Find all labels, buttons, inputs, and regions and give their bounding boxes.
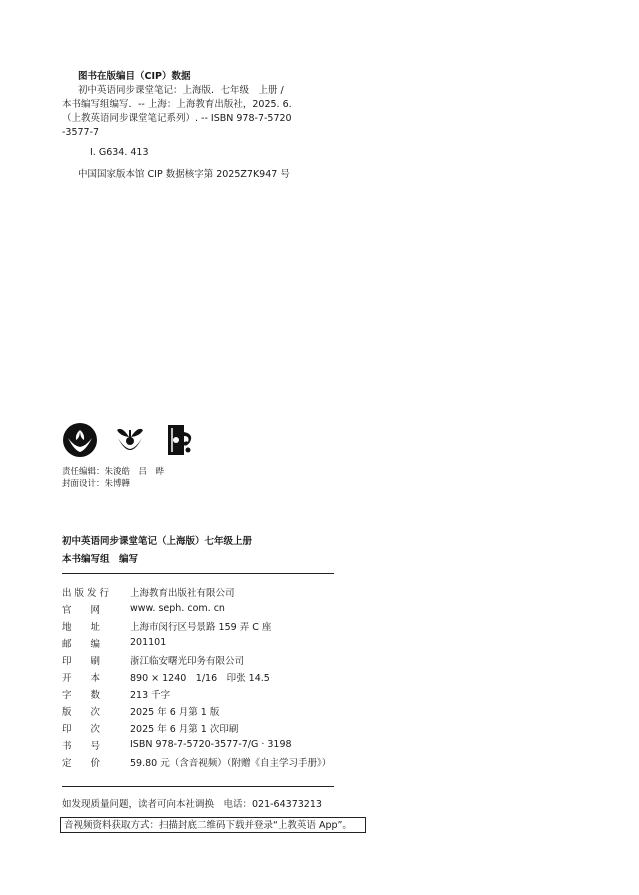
detail-row xyxy=(62,651,331,668)
detail-row xyxy=(62,668,331,685)
detail-label: 印 次 xyxy=(62,723,101,735)
cip-record-number: 中国国家版本馆 CIP 数据核字第 2025Z7K947 号 xyxy=(78,169,290,180)
publication-details xyxy=(62,583,331,770)
detail-value: 上海市闵行区号景路 159 弄 C 座 xyxy=(130,621,272,633)
detail-row xyxy=(62,736,331,753)
cip-line: -3577-7 xyxy=(62,127,100,138)
detail-label: 官 网 xyxy=(62,604,101,616)
detail-value: 浙江临安曙光印务有限公司 xyxy=(130,655,245,667)
detail-value: 上海教育出版社有限公司 xyxy=(130,587,235,599)
detail-label: 印 刷 xyxy=(62,655,101,667)
detail-row xyxy=(62,753,331,770)
detail-value: 201101 xyxy=(130,637,167,648)
detail-label: 定 价 xyxy=(62,757,101,769)
detail-value: 213 千字 xyxy=(130,689,171,701)
divider-top xyxy=(62,573,334,574)
detail-row xyxy=(62,600,331,617)
detail-label: 邮 编 xyxy=(62,638,101,650)
detail-label: 字 数 xyxy=(62,689,101,701)
detail-value: 2025 年 6 月第 1 版 xyxy=(130,706,220,718)
editors-block xyxy=(62,466,164,490)
music-clef-logo-icon xyxy=(162,422,198,458)
detail-label: 版 次 xyxy=(62,706,101,718)
detail-value: ISBN 978-7-5720-3577-7/G · 3198 xyxy=(130,739,292,750)
divider-bottom xyxy=(62,786,334,787)
detail-row xyxy=(62,617,331,634)
book-title: 初中英语同步课堂笔记（上海版）七年级上册 xyxy=(62,536,253,547)
cip-title: 图书在版编目（CIP）数据 xyxy=(78,71,191,82)
cip-classification: Ⅰ. G634. 413 xyxy=(90,147,149,158)
book-author: 本书编写组 编写 xyxy=(62,554,139,565)
detail-row xyxy=(62,583,331,600)
publisher-logos xyxy=(62,422,198,458)
detail-row xyxy=(62,702,331,719)
responsible-editor: 责任编辑：朱浚皓 吕 晔 xyxy=(62,467,165,477)
media-access-notice: 音视频资料获取方式：扫描封底二维码下载并登录“上教英语 App”。 xyxy=(60,817,366,833)
cip-line: 初中英语同步课堂笔记：上海版．七年级 上册 / xyxy=(78,85,284,96)
detail-row xyxy=(62,634,331,651)
detail-value: 59.80 元（含音视频）（附赠《自主学习手册》） xyxy=(130,757,332,769)
detail-value: www. seph. com. cn xyxy=(130,603,225,614)
cip-line: （上教英语同步课堂笔记系列）. -- ISBN 978-7-5720 xyxy=(62,113,292,124)
detail-value: 2025 年 6 月第 1 次印刷 xyxy=(130,723,239,735)
detail-row xyxy=(62,719,331,736)
quality-notice: 如发现质量问题，读者可向本社调换 电话：021-64373213 xyxy=(62,799,322,810)
cip-block xyxy=(62,70,292,182)
detail-row xyxy=(62,685,331,702)
detail-label: 出 版 发 行 xyxy=(62,587,110,599)
detail-value: 890 × 1240 1/16 印张 14.5 xyxy=(130,672,270,684)
sprout-logo-icon xyxy=(112,422,148,458)
publisher-logo-icon xyxy=(62,422,98,458)
cover-designer: 封面设计：朱博韡 xyxy=(62,479,131,489)
cip-line: 本书编写组编写．-- 上海：上海教育出版社，2025. 6. xyxy=(62,99,292,110)
detail-label: 开 本 xyxy=(62,672,101,684)
detail-label: 书 号 xyxy=(62,740,101,752)
detail-label: 地 址 xyxy=(62,621,101,633)
